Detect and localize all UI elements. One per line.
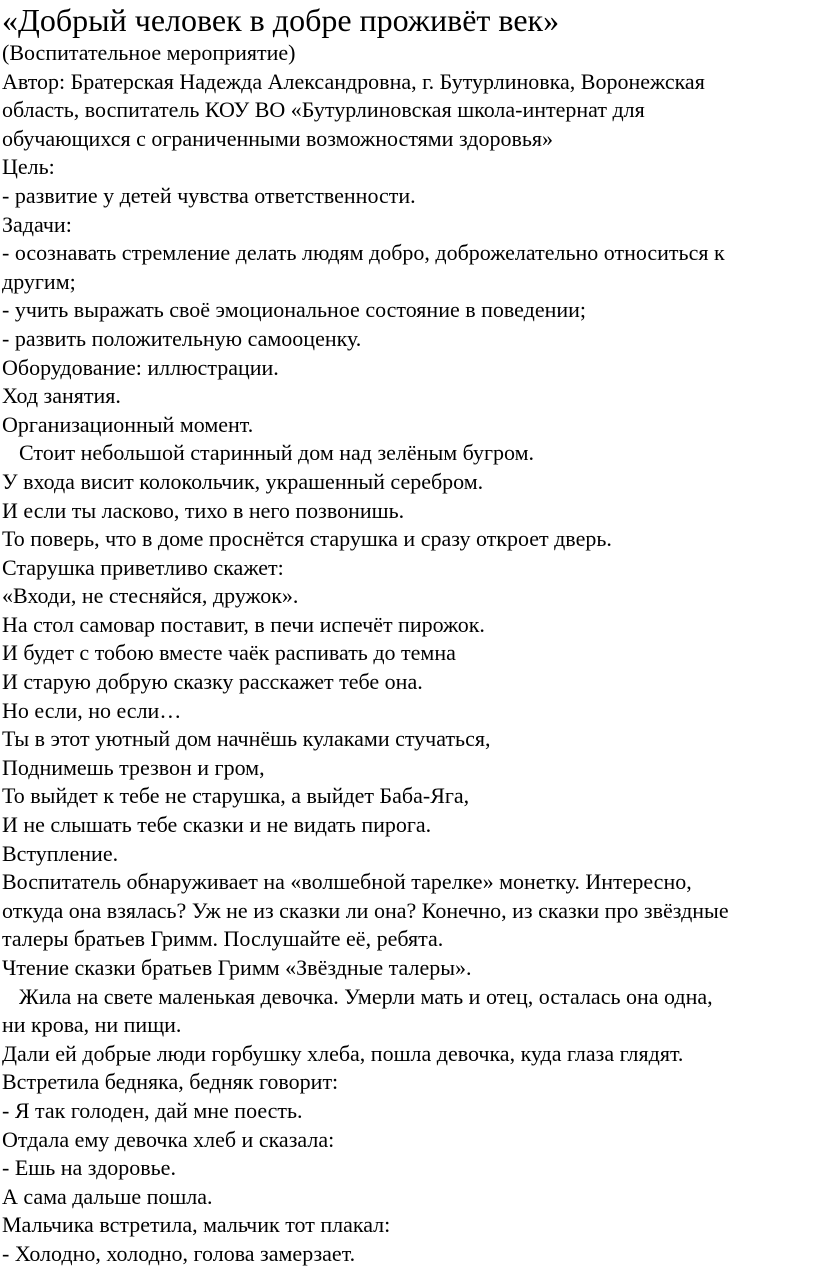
text-line: Воспитатель обнаруживает на «волшебной тарелке» монетку. Интересно,: [2, 869, 692, 895]
text-line: Старушка приветливо скажет:: [2, 554, 284, 580]
text-line: То поверь, что в доме проснётся старушка и сразу откроет дверь.: [2, 526, 612, 552]
text-line: И не слышать тебе сказки и не видать пирога.: [2, 812, 432, 838]
text-line: Цель:: [2, 154, 55, 180]
text-line: На стол самовар поставит, в печи испечёт пирожок.: [2, 611, 485, 637]
text-line: Организационный момент.: [2, 411, 254, 437]
text-line: (Воспитательное мероприятие): [2, 40, 296, 65]
text-line: Дали ей добрые люди горбушку хлеба, пошла девочка, куда глаза глядят.: [2, 1040, 684, 1066]
text-line: - Я так голоден, дай мне поесть.: [2, 1097, 303, 1123]
text-line: И старую добрую сказку расскажет тебе она.: [2, 669, 423, 695]
text-line: - развитие у детей чувства ответственности.: [2, 182, 416, 208]
text-line: откуда она взялась? Уж не из сказки ли она? Конечно, из сказки про звёздные: [2, 897, 729, 923]
text-line: - учить выражать своё эмоциональное состояние в поведении;: [2, 297, 587, 323]
text-line: Задачи:: [2, 211, 72, 237]
text-line: - развить положительную самооценку.: [2, 325, 362, 351]
text-line: Стоит небольшой старинный дом над зелёным бугром.: [19, 440, 535, 466]
text-line: ни крова, ни пищи.: [2, 1012, 182, 1038]
text-line: А сама дальше пошла.: [2, 1183, 213, 1209]
text-line: область, воспитатель КОУ ВО «Бутурлиновская школа-интернат для: [2, 97, 645, 123]
text-line: То выйдет к тебе не старушка, а выйдет Баба-Яга,: [2, 783, 470, 809]
text-line: обучающихся с ограниченными возможностями здоровья»: [2, 125, 553, 151]
text-line: Чтение сказки братьев Гримм «Звёздные талеры».: [2, 955, 472, 980]
text-line: У входа висит колокольчик, украшенный серебром.: [2, 468, 484, 494]
text-line: Поднимешь трезвон и гром,: [2, 754, 265, 780]
text-line: Ты в этот уютный дом начнёшь кулаками стучаться,: [2, 726, 491, 752]
text-line: Но если, но если…: [2, 697, 182, 723]
text-line: другим;: [2, 268, 76, 294]
text-line: - Ешь на здоровье.: [2, 1155, 176, 1181]
document-title: «Добрый человек в добре проживёт век»: [2, 2, 560, 38]
text-line: Автор: Братерская Надежда Александровна, г. Бутурлиновка, Воронежская: [2, 68, 705, 94]
text-line: И если ты ласково, тихо в него позвонишь.: [2, 497, 405, 523]
text-line: «Входи, не стесняйся, дружок».: [2, 583, 299, 609]
text-line: Вступление.: [2, 840, 119, 866]
text-line: Оборудование: иллюстрации.: [2, 354, 279, 380]
text-line: И будет с тобою вместе чаёк распивать до темна: [2, 640, 456, 666]
document-body: [2, 39, 810, 1269]
text-line: Встретила бедняка, бедняк говорит:: [2, 1069, 339, 1095]
text-line: Жила на свете маленькая девочка. Умерли мать и отец, осталась она одна,: [19, 983, 713, 1009]
text-line: Ход занятия.: [2, 383, 121, 409]
text-line: талеры братьев Гримм. Послушайте её, ребята.: [2, 926, 444, 952]
text-line: Мальчика встретила, мальчик тот плакал:: [2, 1212, 391, 1238]
text-line: - Холодно, холодно, голова замерзает.: [2, 1240, 356, 1266]
text-line: - осознавать стремление делать людям добро, доброжелательно относиться к: [2, 240, 725, 266]
text-line: Отдала ему девочка хлеб и сказала:: [2, 1126, 335, 1152]
